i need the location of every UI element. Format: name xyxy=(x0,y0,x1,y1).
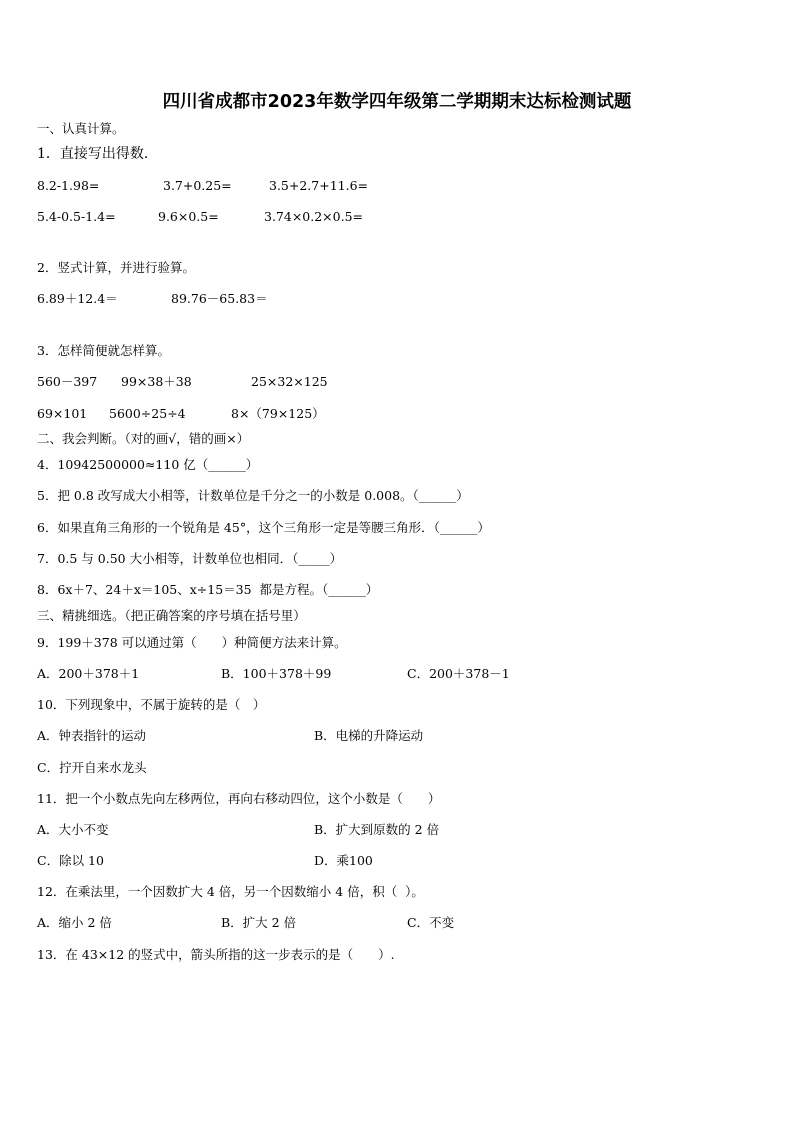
calc-item: 9.6×0.5= xyxy=(158,209,219,224)
question-4: 4．10942500000≈110 亿（______） xyxy=(37,457,259,472)
option-a: A．200＋378＋1 xyxy=(37,666,140,681)
calc-item: 5600÷25÷4 xyxy=(109,406,186,421)
option-b: B．100＋378＋99 xyxy=(221,666,332,681)
section-2-heading: 二、我会判断。（对的画√，错的画×） xyxy=(37,431,250,446)
question-10: 10．下列现象中，不属于旋转的是（ ） xyxy=(37,697,266,712)
question-2: 2．竖式计算，并进行验算。 xyxy=(37,260,195,275)
option-b: B．电梯的升降运动 xyxy=(314,728,424,743)
calc-item: 8.2-1.98= xyxy=(37,178,100,193)
question-12: 12．在乘法里，一个因数扩大 4 倍，另一个因数缩小 4 倍，积（ ）。 xyxy=(37,884,424,899)
option-c: C．拧开自来水龙头 xyxy=(37,760,147,775)
question-11: 11．把一个小数点先向左移两位，再向右移动四位，这个小数是（ ） xyxy=(37,791,441,806)
question-6: 6．如果直角三角形的一个锐角是 45°，这个三角形一定是等腰三角形．（______） xyxy=(37,520,490,535)
question-7: 7．0.5 与 0.50 大小相等，计数单位也相同．（_____） xyxy=(37,551,343,566)
option-c: C．除以 10 xyxy=(37,853,104,868)
section-1-heading: 一、认真计算。 xyxy=(37,121,125,136)
question-8: 8．6x＋7、24＋x＝105、x÷15＝35 都是方程。（______） xyxy=(37,582,379,597)
option-b: B．扩大到原数的 2 倍 xyxy=(314,822,440,837)
option-a: A．钟表指针的运动 xyxy=(37,728,147,743)
calc-item: 3.7+0.25= xyxy=(163,178,232,193)
calc-item: 69×101 xyxy=(37,406,88,421)
calc-item: 89.76－65.83＝ xyxy=(171,291,268,306)
question-1: 1．直接写出得数． xyxy=(37,146,158,162)
option-b: B．扩大 2 倍 xyxy=(221,915,297,930)
calc-item: 25×32×125 xyxy=(251,374,328,389)
question-13: 13．在 43×12 的竖式中，箭头所指的这一步表示的是（ ）. xyxy=(37,947,395,962)
option-a: A．大小不变 xyxy=(37,822,109,837)
question-9: 9．199＋378 可以通过第（ ）种简便方法来计算。 xyxy=(37,635,347,650)
option-c: C．不变 xyxy=(407,915,455,930)
calc-item: 6.89＋12.4＝ xyxy=(37,291,118,306)
section-3-heading: 三、精挑细选。（把正确答案的序号填在括号里） xyxy=(37,608,306,623)
option-a: A．缩小 2 倍 xyxy=(37,915,112,930)
calc-item: 560－397 xyxy=(37,374,98,389)
calc-item: 5.4-0.5-1.4= xyxy=(37,209,116,224)
question-3: 3．怎样简便就怎样算。 xyxy=(37,343,170,358)
page-title: 四川省成都市2023年数学四年级第二学期期末达标检测试题 xyxy=(162,92,632,112)
calc-item: 3.74×0.2×0.5= xyxy=(264,209,364,224)
option-d: D．乘100 xyxy=(314,853,373,868)
calc-item: 3.5+2.7+11.6= xyxy=(269,178,369,193)
question-5: 5．把 0.8 改写成大小相等，计数单位是千分之一的小数是 0.008。（______） xyxy=(37,488,469,503)
calc-item: 99×38＋38 xyxy=(121,374,192,389)
calc-item: 8×（79×125） xyxy=(231,406,325,421)
option-c: C．200＋378－1 xyxy=(407,666,510,681)
